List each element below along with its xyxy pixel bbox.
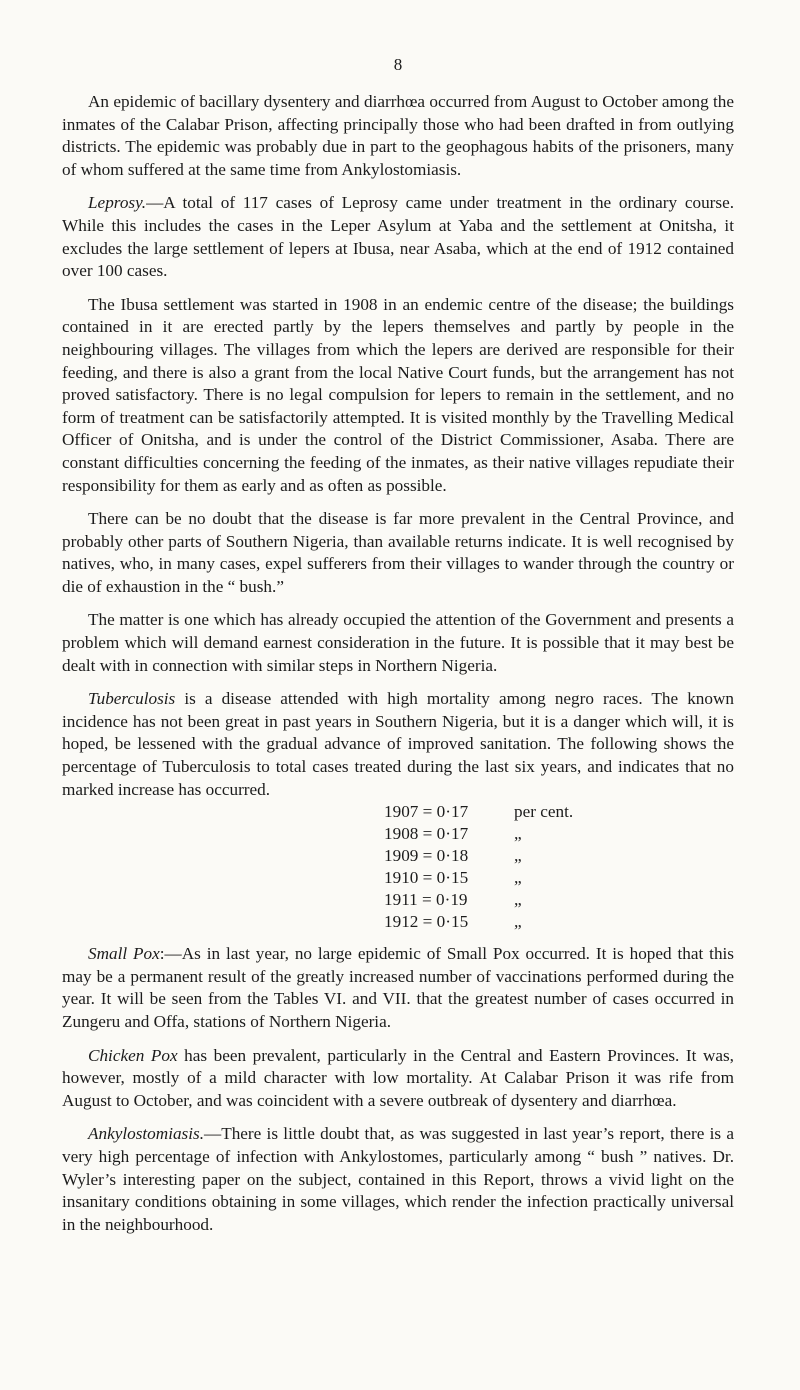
leprosy-heading: Leprosy. — [88, 193, 147, 213]
chicken-pox-heading: Chicken Pox — [88, 1045, 178, 1065]
tuberculosis-text: is a disease attended with high mortality among negro races. The known incidence has not been great in past years in Southern Nigeria, but it is a danger which will, it is hoped, be lessened with the gradual advance of improved sanitation. The following shows the percentage of Tuberculosis to total cases treated during the last six years, and indicates that no marked increase has occurred. — [62, 689, 734, 799]
stats-unit: „ — [514, 824, 522, 844]
chicken-pox-text: has been prevalent, particularly in the Central and Eastern Provinces. It was, however, mostly of a mild character with low mortality. At Calabar Prison it was rife from August to October, and was coincident with a severe outbreak of dysentery and diarrhœa. — [62, 1045, 734, 1110]
tuberculosis-heading: Tuberculosis — [88, 689, 176, 709]
paragraph-prevalence: There can be no doubt that the disease is far more prevalent in the Central Province, and probably other parts of Southern Nigeria, than available returns indicate. It is well recognised by natives, who, in many cases, expel sufferers from their villages to wander through the country or die of exhaustion in the “ bush.” — [62, 509, 734, 596]
stats-unit: „ — [514, 890, 522, 910]
paragraph-ibusa-settlement: The Ibusa settlement was started in 1908 in an endemic centre of the disease; the buildings contained in it are erected partly by the lepers themselves and partly by people in the neighbouring villages. The villages from which the lepers are derived are responsible for their feeding, and there is also a grant from the local Native Court funds, but the arrangement has not proved satisfactory. There is no legal compulsion for lepers to remain in the settlement, and no form of treatment can be satisfactorily attempted. It is visited monthly by the Travelling Medical Officer of Onitsha, and is under the control of the District Commissioner, Asaba. There are constant difficulties concerning the feeding of the inmates, as their native villages repudiate their responsibility for them as early and as often as possible. — [62, 294, 734, 495]
paragraph-ankylostomiasis — [62, 1123, 734, 1236]
leprosy-text: —A total of 117 cases of Leprosy came under treatment in the ordinary course. While this includes the cases in the Leper Asylum at Yaba and the settlement at Onitsha, it excludes the large settlement of lepers at Ibusa, near Asaba, which at the end of 1912 contained over 100 cases. — [62, 193, 734, 281]
stats-row — [384, 889, 734, 911]
small-pox-text: :—As in last year, no large epidemic of Small Pox occurred. It is hoped that this may be a permanent result of the greatly increased number of vaccinations performed during the year. It will be seen from the Tables VI. and VII. that the greatest number of cases occurred in Zungeru and Offa, stations of Northern Nigeria. — [62, 944, 734, 1031]
paragraph-government: The matter is one which has already occupied the attention of the Government and presents a problem which will demand earnest consideration in the future. It is possible that it may best be dealt with in connection with similar steps in Northern Nigeria. — [62, 610, 734, 675]
stats-unit: „ — [514, 846, 522, 866]
stats-row — [384, 823, 734, 845]
stats-value: 1908 = 0·17 — [384, 824, 469, 844]
stats-row — [384, 801, 734, 823]
stats-value: 1912 = 0·15 — [384, 912, 469, 932]
tuberculosis-stats — [384, 801, 734, 933]
page-number: 8 — [393, 55, 403, 74]
ankylostomiasis-heading: Ankylostomiasis. — [88, 1124, 205, 1144]
stats-unit: „ — [514, 868, 522, 888]
stats-row — [384, 867, 734, 889]
paragraph-chicken-pox — [62, 1045, 734, 1113]
stats-unit: per cent. — [514, 802, 574, 822]
paragraph-tuberculosis — [62, 688, 734, 801]
paragraph-leprosy — [62, 192, 734, 282]
stats-value: 1911 = 0·19 — [384, 890, 468, 910]
paragraph-small-pox — [62, 943, 734, 1033]
paragraph-dysentery: An epidemic of bacillary dysentery and diarrhœa occurred from August to October among the inmates of the Calabar Prison, affecting principally those who had been drafted in from outlying districts. The epidemic was probably due in part to the geophagous habits of the prisoners, many of whom suffered at the same time from Ankylostomiasis. — [62, 92, 734, 179]
small-pox-heading: Small Pox — [88, 944, 160, 964]
ankylostomiasis-text: —There is little doubt that, as was suggested in last year’s report, there is a very high percentage of infection with Ankylostomes, particularly among “ bush ” natives. Dr. Wyler’s interesting paper on the subject, contained in this Report, throws a vivid light on the insanitary conditions obtaining in some villages, which render the infection practically universal in the neighbourhood. — [62, 1124, 734, 1234]
stats-value: 1907 = 0·17 — [384, 802, 469, 822]
stats-unit: „ — [514, 912, 522, 932]
stats-value: 1909 = 0·18 — [384, 846, 469, 866]
stats-row — [384, 911, 734, 933]
stats-row — [384, 845, 734, 867]
stats-value: 1910 = 0·15 — [384, 868, 469, 888]
